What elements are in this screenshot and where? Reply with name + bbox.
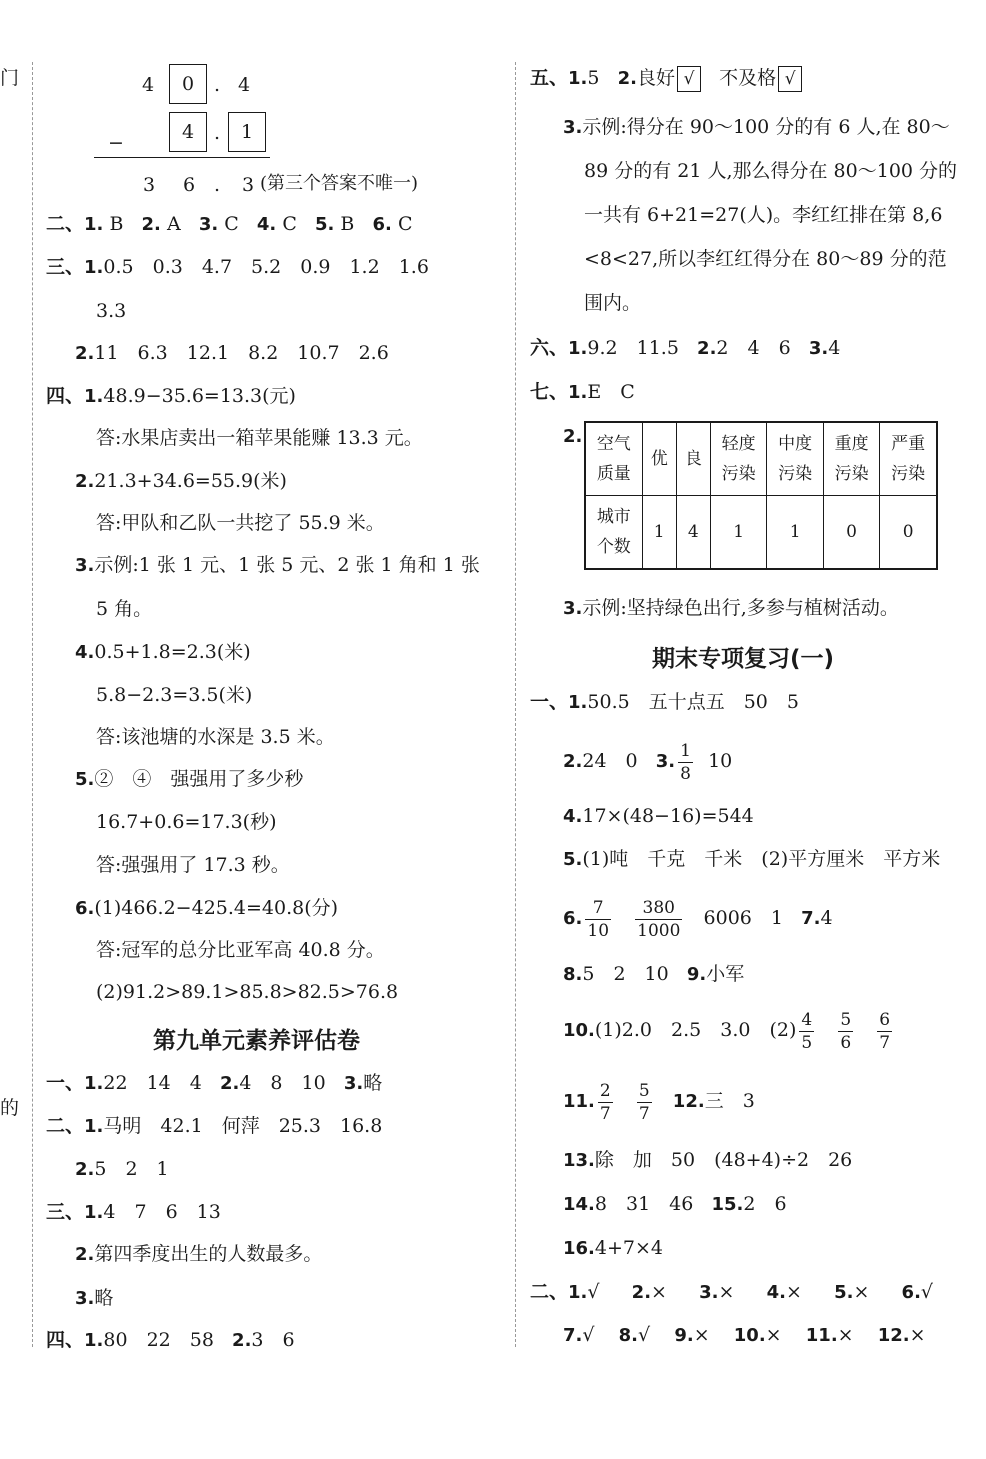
section-4-q6-answer: 答:冠军的总分比亚军高 40.8 分。	[96, 939, 385, 961]
table-header-cell: 良	[676, 422, 710, 496]
section-4-q5-eq: 16.7+0.6=17.3(秒)	[96, 811, 277, 833]
review-1-q1: 一、1.50.5 五十点五 50 5	[530, 691, 799, 713]
table-header-cell: 优	[642, 422, 676, 496]
section-4-q4-answer: 答:该池塘的水深是 3.5 米。	[96, 726, 335, 748]
calc-digit: 3	[242, 174, 255, 196]
section-7-q3: 3.示例:坚持绿色出行,多参与植树活动。	[563, 597, 899, 619]
table-cell: 1	[642, 496, 676, 570]
section-4-q1-eq: 四、1.48.9−35.6=13.3(元)	[46, 385, 296, 407]
unit9-section-2-q2: 2.5 2 1	[75, 1158, 169, 1180]
table-row	[585, 422, 937, 496]
review-2-row1: 二、1.√ 2.× 3.× 4.× 5.× 6.√	[530, 1281, 934, 1303]
section-5-q1-q2: 五、1.5 2.良好 √ 不及格 √	[530, 66, 802, 92]
review-1-q2-q3: 2.24 0 3. $\frac{1}{8}$ 10	[563, 740, 733, 784]
calc-digit: 3	[143, 174, 156, 196]
fraction: $\frac{7}{10}$	[587, 897, 610, 941]
section-4-q4-eq2: 5.8−2.3=3.5(米)	[96, 684, 253, 706]
check-mark: √	[778, 66, 802, 92]
calc-answer-box: 4	[169, 112, 207, 152]
margin-mark-top: 门	[0, 67, 20, 89]
section-4-q2-eq: 2.21.3+34.6=55.9(米)	[75, 470, 287, 492]
table-header-cell: 重度 污染	[823, 422, 879, 496]
section-7-q2-label: 2.	[563, 426, 583, 447]
table-cell: 1	[767, 496, 823, 570]
table-row-header: 城市 个数	[585, 496, 642, 570]
calc-rule	[94, 157, 270, 158]
table-cell: 4	[676, 496, 710, 570]
fraction: $\frac{5}{6}$	[840, 1009, 852, 1053]
review-1-q5: 5.(1)吨 千克 千米 (2)平方厘米 平方米	[563, 848, 941, 870]
check-mark: √	[677, 66, 701, 92]
section-3-q2: 2.11 6.3 12.1 8.2 10.7 2.6	[75, 342, 389, 364]
review-title: 期末专项复习(一)	[652, 646, 835, 672]
section-4-q1-answer: 答:水果店卖出一箱苹果能赚 13.3 元。	[96, 427, 423, 449]
section-5-q3-line2: 89 分的有 21 人,那么得分在 80～100 分的	[584, 160, 958, 182]
section-5-q3-line1: 3.示例:得分在 90～100 分的有 6 人,在 80～	[563, 116, 950, 138]
section-4-q6-compare: (2)91.2>89.1>85.8>82.5>76.8	[96, 981, 399, 1003]
table-header-cell: 中度 污染	[767, 422, 823, 496]
calc-note: (第三个答案不唯一)	[260, 173, 419, 194]
section-6: 六、1.9.2 11.5 2.2 4 6 3.4	[530, 337, 841, 359]
fraction: $\frac{5}{7}$	[638, 1080, 650, 1124]
unit9-section-3-q2: 2.第四季度出生的人数最多。	[75, 1243, 323, 1265]
calc-digit: 4	[238, 74, 251, 96]
table-row	[585, 496, 937, 570]
section-4-q4-eq1: 4.0.5+1.8=2.3(米)	[75, 641, 251, 663]
calc-minus-sign: −	[108, 132, 124, 154]
section-4-q2-answer: 答:甲队和乙队一共挖了 55.9 米。	[96, 512, 385, 534]
section-5-q3-line4: <8<27,所以李红红得分在 80～89 分的范	[584, 248, 947, 270]
review-1-q14-q15: 14.8 31 46 15.2 6	[563, 1193, 787, 1215]
table-cell: 1	[710, 496, 766, 570]
fraction: $\frac{1}{8}$	[680, 740, 691, 784]
margin-divider	[32, 62, 33, 1347]
fraction: $\frac{2}{7}$	[599, 1080, 611, 1124]
air-quality-table	[584, 421, 938, 570]
review-1-q10: 10.(1)2.0 2.5 3.0 (2) $\frac{4}{5}$ $\frac{5}{6}$ $\frac{6}{7}$	[563, 1009, 891, 1053]
calc-digit: 6	[183, 174, 196, 196]
fraction: $\frac{6}{7}$	[879, 1009, 891, 1053]
unit9-section-2-q1: 二、1.马明 42.1 何萍 25.3 16.8	[46, 1115, 383, 1137]
unit9-title: 第九单元素养评估卷	[153, 1028, 360, 1054]
fraction: $\frac{380}{1000}$	[637, 897, 681, 941]
section-7-q1: 七、1.E C	[530, 381, 635, 403]
table-cell: 0	[823, 496, 879, 570]
section-2-answers: 二、1. B 2. A 3. C 4. C 5. B 6. C	[46, 213, 413, 235]
section-4-q3-cont: 5 角。	[96, 598, 153, 620]
unit9-section-3-q3: 3.略	[75, 1287, 114, 1309]
calc-digit: .	[214, 122, 221, 144]
table-header-cell: 严重 污染	[880, 422, 937, 496]
review-2-row2: 7.√ 8.√ 9.× 10.× 11.× 12.×	[563, 1324, 926, 1346]
section-4-q6-eq: 6.(1)466.2−425.4=40.8(分)	[75, 897, 339, 919]
review-1-q11-q12: 11. $\frac{2}{7}$ $\frac{5}{7}$ 12.三 3	[563, 1080, 755, 1124]
table-header-cell: 轻度 污染	[710, 422, 766, 496]
section-5-q3-line5: 围内。	[584, 292, 642, 314]
calc-digit: .	[214, 174, 221, 196]
calc-answer-box: 1	[228, 112, 266, 152]
table-cell: 0	[880, 496, 937, 570]
section-5-q3-line3: 一共有 6+21=27(人)。李红红排在第 8,6	[584, 204, 943, 226]
column-divider	[515, 62, 516, 1347]
calc-digit: .	[214, 74, 221, 96]
section-4-q3: 3.示例:1 张 1 元、1 张 5 元、2 张 1 角和 1 张	[75, 554, 480, 576]
fraction: $\frac{4}{5}$	[801, 1009, 813, 1053]
review-1-q16: 16.4+7×4	[563, 1237, 663, 1259]
review-1-q13: 13.除 加 50 (48+4)÷2 26	[563, 1149, 853, 1171]
review-1-q8-q9: 8.5 2 10 9.小军	[563, 963, 745, 985]
table-row-header: 空气 质量	[585, 422, 642, 496]
section-4-q5: 5.② ④ 强强用了多少秒	[75, 768, 304, 790]
unit9-section-1: 一、1.22 14 4 2.4 8 10 3.略	[46, 1072, 383, 1094]
section-4-q5-answer: 答:强强用了 17.3 秒。	[96, 854, 290, 876]
unit9-section-4: 四、1.80 22 58 2.3 6	[46, 1329, 295, 1351]
review-1-q6-q7: 6. $\frac{7}{10}$ $\frac{380}{1000}$ 6006 1 7.4	[563, 897, 833, 941]
calc-answer-box: 0	[169, 64, 207, 104]
section-3-q1: 三、1.0.5 0.3 4.7 5.2 0.9 1.2 1.6	[46, 256, 429, 278]
review-1-q4: 4.17×(48−16)=544	[563, 805, 754, 827]
margin-mark-bottom: 的	[0, 1097, 20, 1119]
section-3-q1-cont: 3.3	[96, 300, 127, 322]
calc-digit: 4	[142, 74, 155, 96]
unit9-section-3-q1: 三、1.4 7 6 13	[46, 1201, 221, 1223]
